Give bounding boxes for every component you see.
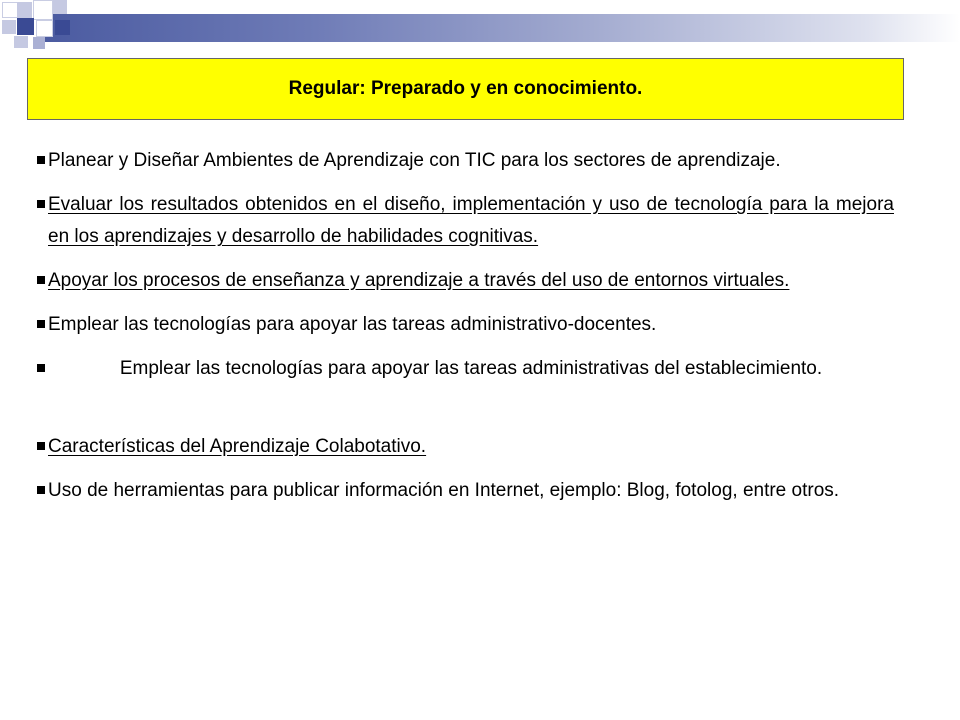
list-item <box>36 431 894 463</box>
list-item <box>36 189 894 253</box>
spacer <box>36 397 894 431</box>
decorative-square <box>36 20 53 37</box>
square-bullet-icon <box>37 364 45 372</box>
list-item <box>36 309 894 341</box>
slide-title: Regular: Preparado y en conocimiento. <box>288 78 643 99</box>
list-item <box>36 265 894 297</box>
decorative-square <box>2 2 18 18</box>
decorative-square <box>53 0 67 14</box>
decorative-square <box>14 36 28 48</box>
header-gradient-bar <box>40 14 960 42</box>
square-bullet-icon <box>37 320 45 328</box>
decorative-square <box>33 37 45 49</box>
square-bullet-icon <box>37 442 45 450</box>
list-item-text: Emplear las tecnologías para apoyar las tareas administrativo-docentes. <box>48 314 657 335</box>
list-item-text: Emplear las tecnologías para apoyar las tareas administrativas del establecimiento. <box>119 358 823 379</box>
square-bullet-icon <box>37 156 45 164</box>
decorative-square <box>33 0 53 20</box>
list-item-text: Planear y Diseñar Ambientes de Aprendizaje con TIC para los sectores de aprendizaje. <box>48 150 781 171</box>
square-bullet-icon <box>37 486 45 494</box>
slide-title-box <box>27 58 904 120</box>
list-item-text: Apoyar los procesos de enseñanza y aprendizaje a través del uso de entornos virtuales. <box>48 270 790 291</box>
list-item <box>36 145 894 177</box>
decorative-square <box>17 18 34 35</box>
list-item-text: Uso de herramientas para publicar información en Internet, ejemplo: Blog, fotolog, entre otros. <box>48 480 840 501</box>
list-item <box>36 353 894 385</box>
square-bullet-icon <box>37 200 45 208</box>
bullet-list <box>36 145 894 519</box>
decorative-square <box>2 20 16 34</box>
list-item-text: Características del Aprendizaje Colabotativo. <box>48 436 427 457</box>
decorative-square <box>55 20 70 35</box>
square-bullet-icon <box>37 276 45 284</box>
list-item <box>36 475 894 507</box>
list-item-text: Evaluar los resultados obtenidos en el diseño, implementación y uso de tecnología para la mejora en los aprendizajes y desarrollo de habilidades cognitivas. <box>48 194 894 247</box>
